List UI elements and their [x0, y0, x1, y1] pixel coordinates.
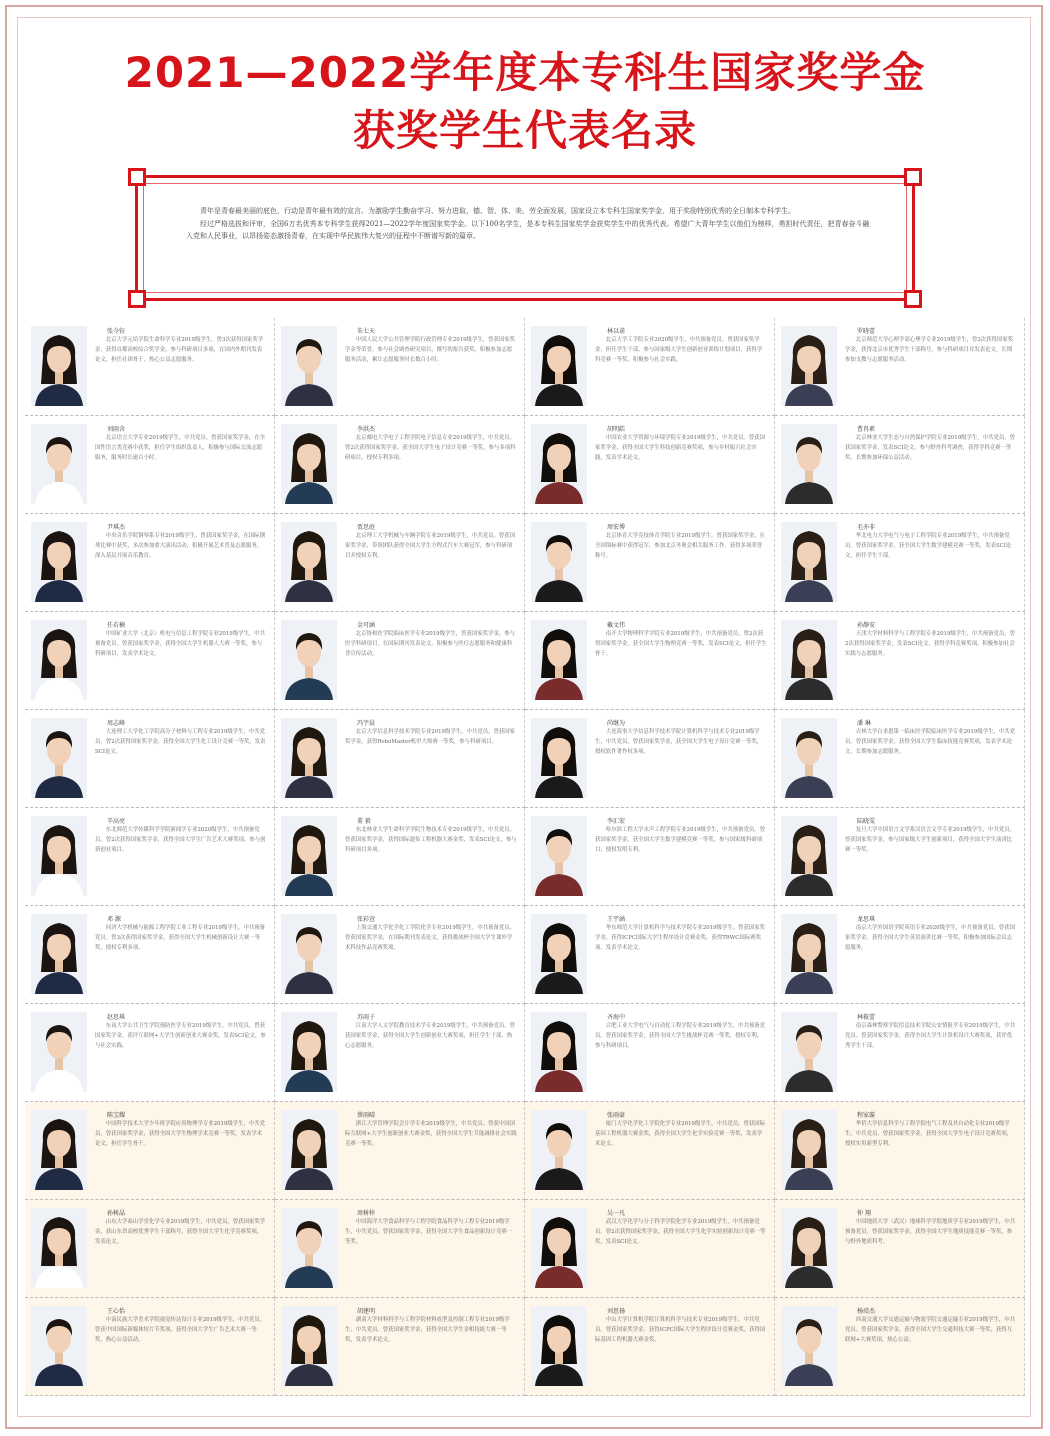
student-photo [531, 1012, 587, 1092]
student-bio: 北京理工大学机械与车辆学院专业2019级学生，中共党员。曾获国家奖学金，带领团队获得全国大学生方程式汽车大赛冠军，参与科研项目并授权专利。 [345, 533, 516, 559]
student-card [275, 808, 525, 906]
student-card [275, 318, 525, 416]
student-photo [281, 326, 337, 406]
intro-paragraph-1: 青年是青春最美丽的底色，行动是青年最有效的宣言。为激励学生勤奋学习、努力进取，德、智、体、美、劳全面发展，国家设立本专科生国家奖学金，用于奖励特别优秀的全日制本专科学生。 [200, 207, 795, 215]
student-card [25, 710, 275, 808]
student-photo [31, 1110, 87, 1190]
student-name: 杨靖杰 [857, 1308, 876, 1315]
student-photo [31, 1012, 87, 1092]
student-photo [31, 1208, 87, 1288]
student-bio: 吉林大学白求恩第一临床医学院临床医学专业2019级学生，中共党员。曾获国家奖学金，获得全国大学生临床技能竞赛奖项，发表学术论文，长期参加志愿服务。 [845, 729, 1016, 755]
student-photo [281, 522, 337, 602]
student-bio: 北京大学工学院专业2020级学生，中共预备党员。曾获国家奖学金，担任学生干部，参与国家级大学生创新创业训练计划项目，获得学科竞赛一等奖，积极参与社会实践。 [595, 337, 763, 363]
student-bio: 中南民族大学美术学院视觉传达设计专业2019级学生，中共党员。曾获中国国际新媒体短片节奖项，获得全国大学生广告艺术大赛一等奖，热心公益活动。 [95, 1317, 266, 1343]
student-photo [781, 718, 837, 798]
student-photo [531, 1306, 587, 1386]
student-card [25, 612, 275, 710]
student-bio: 南开大学物理科学学院专业2019级学生，中共预备党员。曾2次获得国家奖学金，获全国大学生物理竞赛一等奖，发表SCI论文，担任学生骨干。 [595, 631, 767, 657]
student-bio: 大连海事大学信息科学技术学院计算机科学与技术专业2019级学生，中共党员。曾获国家奖学金，获全国大学生电子设计竞赛一等奖，授权软件著作权多项。 [595, 729, 763, 755]
student-photo [281, 424, 337, 504]
student-name: 吴一凡 [607, 1210, 626, 1217]
student-name: 周志峰 [107, 720, 126, 727]
student-photo [31, 718, 87, 798]
student-card [25, 1200, 275, 1298]
page-title-line2: 获奖学生代表名录 [352, 106, 697, 155]
student-bio: 江南大学人文学院教育技术学专业2019级学生，中共预备党员。曾获国家奖学金，获得全国大学生创新创业大赛奖项，担任学生干部，热心志愿服务。 [345, 1023, 516, 1049]
student-bio: 南京森林警察学院信息技术学院公安情报学专业2019级学生，中共党员。曾获国家奖学金，获得全国大学生计算机设计大赛奖项，获评优秀学生干部。 [845, 1023, 1016, 1049]
student-name: 蔡雨晴 [357, 1112, 376, 1119]
student-bio: 北京大学元培学院生命科学专业2019级学生。曾3次获得国家奖学金，获得首都高校综合奖学金，参与科研项目多项，在国内外期刊发表论文，担任社团骨干，热心公益志愿服务。 [95, 337, 264, 363]
student-bio: 中国矿业大学（北京）机电与信息工程学院专业2019级学生，中共预备党员。曾获国家奖学金，获得全国大学生机器人大赛一等奖，参与科研项目，发表学术论文。 [95, 631, 266, 657]
student-photo [531, 522, 587, 602]
student-bio: 北京师范大学心理学部心理学专业2019级学生，曾2次获得国家奖学金，获得北京市优秀学生干部称号，参与科研项目并发表论文，长期参加支教与志愿服务活动。 [845, 337, 1014, 363]
student-bio: 合肥工业大学电气与自动化工程学院专业2019级学生，中共预备党员。曾获国家奖学金，获得全国大学生挑战杯竞赛一等奖，授权专利，参与科研项目。 [595, 1023, 766, 1049]
student-card [275, 1200, 525, 1298]
student-bio: 北京语言大学专业2019级学生，中共党员。曾获国家奖学金，在全国性语言类竞赛中获奖，担任学生组织负责人，积极参与国际交流志愿服务，服务时长逾百小时。 [95, 435, 266, 461]
student-photo [31, 620, 87, 700]
intro-text [186, 205, 876, 243]
student-name: 任若楠 [107, 622, 126, 629]
student-name: 张今钰 [107, 328, 126, 335]
student-name: 孙树晶 [107, 1210, 126, 1217]
student-bio: 华侨大学信息科学与工程学院电气工程及其自动化专业2019级学生，中共党员。曾获国家奖学金，获得全国大学生电子设计竞赛奖项，授权实用新型专利。 [845, 1121, 1013, 1147]
student-photo [281, 1306, 337, 1386]
student-bio: 南京大学外国语学院英语专业2020级学生，中共预备党员。曾获国家奖学金，获得全国大学生英语演讲比赛一等奖，积极参加国际会议志愿服务。 [845, 925, 1016, 951]
student-photo [281, 914, 337, 994]
student-card [275, 1298, 525, 1396]
student-name: 胡明皓 [607, 426, 626, 433]
student-photo [281, 1208, 337, 1288]
student-name: 罗晓蕾 [857, 328, 876, 335]
page-title-line1: 2021—2022学年度本专科生国家奖学金 [124, 48, 926, 97]
student-bio: 北京邮电大学电子工程学院电子信息专业2019级学生，中共党员。曾2次获得国家奖学金，获全国大学生电子设计竞赛一等奖，参与多项科研项目，授权专利多项。 [345, 435, 516, 461]
student-name: 董 毅 [357, 818, 371, 825]
student-name: 赵思琪 [107, 1014, 126, 1021]
student-card [25, 1102, 275, 1200]
student-bio: 中国农业大学资源与环境学院专业2019级学生，中共党员。曾获国家奖学金，获得全国大学生科技创新竞赛奖项，参与乡村振兴社会实践，发表学术论文。 [595, 435, 766, 461]
student-name: 仲 翔 [857, 1210, 871, 1217]
student-photo [531, 1208, 587, 1288]
intro-paragraph-2: 经过严格选拔和评审，全国6万名优秀本专科学生获得2021—2022学年度国家奖学金。以下100名学生，是本专科生国家奖学金获奖学生中的优秀代表。希望广大青年学生以他们为榜样，勇担时代责任，把青春奋斗融入党和人民事业，以昂扬姿态激扬青春，在实现中华民族伟大复兴的征程中不断谱写新的篇章。 [186, 219, 870, 240]
student-name: 陆晓雯 [857, 818, 876, 825]
student-name: 辛高亮 [107, 818, 126, 825]
student-photo [281, 620, 337, 700]
student-bio: 中山大学计算机学院计算机科学与技术专业2019级学生，中共党员。曾获国家奖学金，获得ICPC国际大学生程序设计竞赛金奖，获得国际基因工程机器大赛金奖。 [595, 1317, 766, 1343]
student-bio: 中国科学技术大学少年班学院应用物理学专业2019级学生，中共党员。曾获国家奖学金，获得全国大学生物理学术竞赛一等奖，发表学术论文，担任学生骨干。 [95, 1121, 266, 1147]
student-photo [781, 1208, 837, 1288]
student-name: 李洪杰 [357, 426, 376, 433]
student-name: 孙静安 [857, 622, 876, 629]
student-name: 林筱蕾 [857, 1014, 876, 1021]
student-bio: 西南交通大学交通运输与物流学院交通运输专业2019级学生，中共党员。曾获国家奖学金，获得全国大学生交通科技大赛一等奖，获得互联网+大赛奖项，热心公益。 [845, 1317, 1016, 1343]
student-name: 曹冉素 [857, 426, 876, 433]
student-bio: 北京大学信息科学技术学院专业2019级学生，中共党员。曾获国家奖学金，获得RoboMaster机甲大师赛一等奖，参与科研项目。 [345, 729, 516, 745]
student-card [525, 808, 775, 906]
student-photo [31, 326, 87, 406]
student-photo [531, 620, 587, 700]
student-bio: 中国地质大学（武汉）地球科学学院地质学专业2019级学生，中共预备党员。曾获国家奖学金，获得全国大学生地质技能竞赛一等奖，参与野外地质科考。 [845, 1219, 1016, 1245]
student-card [525, 1298, 775, 1396]
student-card [525, 612, 775, 710]
student-bio: 厦门大学化学化工学院化学专业2019级学生，中共党员。曾获国际基因工程机器大赛金奖，获得全国大学生化学实验竞赛一等奖，发表学术论文。 [595, 1121, 766, 1147]
student-card [525, 318, 775, 416]
student-bio: 浙江大学管理学院会计学专业2019级学生，中共党员。曾获中国国际互联网+大学生创新创业大赛金奖，获得全国大学生节能减排社会实践竞赛一等奖。 [345, 1121, 517, 1147]
student-bio: 东北林业大学生命科学学院生物技术专业2019级学生，中共党员。曾获国家奖学金，获得国际遗传工程机器大赛金奖，发表SCI论文，参与科研项目多项。 [345, 827, 517, 853]
student-card [275, 1102, 525, 1200]
student-name: 周树梓 [357, 1210, 376, 1217]
student-name: 朱七天 [357, 328, 376, 335]
student-photo [781, 424, 837, 504]
student-bio: 上海交通大学化学化工学院化学专业2019级学生，中共预备党员。曾获国家奖学金，在国际期刊发表论文，获得挑战杯全国大学生课外学术科技作品竞赛奖项。 [345, 925, 516, 951]
student-photo [781, 816, 837, 896]
student-name: 陈宝耀 [107, 1112, 126, 1119]
student-photo [531, 1110, 587, 1190]
student-bio: 北京林业大学生态与自然保护学院专业2019级学生，中共党员。曾获国家奖学金，发表SCI论文，参与野外科考调查，获得学科竞赛一等奖，长期参加环保公益活动。 [845, 435, 1016, 461]
student-card [775, 416, 1025, 514]
student-card [775, 808, 1025, 906]
student-name: 王心怡 [107, 1308, 126, 1315]
student-bio: 中央音乐学院钢琴系专业2019级学生。曾获国家奖学金，在国际钢琴比赛中获奖，多次参加重大演出活动，积极开展艺术普及志愿服务，深入基层开展音乐教育。 [95, 533, 266, 559]
student-name: 毛亦非 [857, 524, 876, 531]
intro-box [135, 175, 915, 301]
student-card [275, 710, 525, 808]
student-name: 李汇宏 [607, 818, 626, 825]
student-bio: 湖南大学材料科学与工程学院材料成型及控制工程专业2019级学生，中共党员。曾获国家奖学金，获得全国大学生金相技能大赛一等奖，发表学术论文。 [345, 1317, 510, 1343]
student-name: 邓 源 [107, 916, 121, 923]
student-bio: 山东大学泰山学堂化学专业2019级学生，中共党员。曾获国家奖学金，获山东省高校优秀学生干部称号，获得全国大学生化学竞赛奖项，发表论文。 [95, 1219, 266, 1245]
student-card [275, 612, 525, 710]
student-card [275, 1004, 525, 1102]
student-card [25, 906, 275, 1004]
student-photo [281, 718, 337, 798]
student-photo [531, 424, 587, 504]
student-name: 刘思扬 [607, 1308, 626, 1315]
student-card [525, 710, 775, 808]
student-photo [781, 914, 837, 994]
student-photo [531, 816, 587, 896]
student-name: 龙思琪 [857, 916, 876, 923]
student-bio: 华北电力大学电气与电子工程学院专业2019级学生，中共预备党员。曾获国家奖学金，获全国大学生数学建模竞赛一等奖，发表SCI论文，担任学生干部。 [845, 533, 1012, 559]
student-card [775, 612, 1025, 710]
student-name: 尹琪杰 [107, 524, 126, 531]
student-photo [781, 1110, 837, 1190]
student-bio: 中国海洋大学食品科学与工程学院食品科学与工程专业2019级学生，中共党员。曾获国家奖学金，获得全国大学生食品创新设计竞赛一等奖。 [345, 1219, 513, 1245]
student-bio: 北京协和医学院临床医学专业2019级学生，曾获国家奖学金，参与医学科研项目，在国际期刊发表论文，积极参与医疗志愿服务和健康科普宣传活动。 [345, 631, 516, 657]
student-bio: 东北师范大学传媒科学学院新闻学专业2020级学生，中共预备党员。曾2次获得国家奖学金，获得全国大学生广告艺术大赛奖项，参与创新创业项目。 [95, 827, 266, 853]
student-name: 金可涵 [357, 622, 376, 629]
student-name: 林以诺 [607, 328, 626, 335]
student-name: 齐海中 [607, 1014, 626, 1021]
student-photo [281, 1012, 337, 1092]
student-card [275, 416, 525, 514]
student-photo [31, 424, 87, 504]
student-photo [281, 1110, 337, 1190]
student-bio: 中国人民大学公共管理学院行政管理专业2019级学生，曾获国家奖学金等荣誉，参与社会调查研究项目，撰写的报告获奖，积极参加志愿服务活动，累计志愿服务时长数百小时。 [345, 337, 516, 363]
student-card [525, 1102, 775, 1200]
student-photo [781, 522, 837, 602]
student-name: 程家璇 [857, 1112, 876, 1119]
student-name: 刘雨含 [107, 426, 126, 433]
student-card [775, 1200, 1025, 1298]
student-card [25, 808, 275, 906]
student-bio: 武汉大学化学与分子科学学院化学专业2019级学生，中共预备党员。曾2次获得国家奖学金，获得全国大学生化学实验创新设计竞赛一等奖，发表SCI论文。 [595, 1219, 766, 1245]
student-card [525, 416, 775, 514]
student-card [25, 514, 275, 612]
student-photo [31, 1306, 87, 1386]
student-name: 张雨豪 [607, 1112, 626, 1119]
student-card [525, 906, 775, 1004]
student-photo [531, 718, 587, 798]
student-card [25, 1298, 275, 1396]
student-name: 王宇涵 [607, 916, 626, 923]
student-bio: 天津大学材料科学与工程学院专业2019级学生，中共预备党员。曾2次获得国家奖学金，发表SCI论文，获得学科竞赛奖项，积极参加社会实践与志愿服务。 [845, 631, 1016, 657]
student-name: 贾思庭 [357, 524, 376, 531]
student-bio: 哈尔滨工程大学水声工程学院专业2019级学生，中共预备党员。曾获国家奖学金，获全国大学生数学建模竞赛一等奖，参与国家级科研项目，授权发明专利。 [595, 827, 766, 853]
student-name: 张彩萱 [357, 916, 376, 923]
student-card [25, 416, 275, 514]
student-card [275, 906, 525, 1004]
student-card [525, 1200, 775, 1298]
student-card [525, 514, 775, 612]
student-photo [281, 816, 337, 896]
student-name: 尚继为 [607, 720, 626, 727]
student-name: 苏雨子 [357, 1014, 376, 1021]
student-bio: 北京体育大学竞技体育学院专业2019级学生。曾获国家奖学金，在全国锦标赛中获得冠军，参加北京冬奥会相关服务工作，获得多项荣誉称号。 [595, 533, 766, 559]
student-photo [31, 522, 87, 602]
student-bio: 同济大学机械与能源工程学院工业工程专业2019级学生，中共预备党员。曾3次获得国家奖学金，获得全国大学生机械创新设计大赛一等奖，授权专利多项。 [95, 925, 266, 951]
student-photo [781, 620, 837, 700]
student-bio: 大连理工大学化工学院高分子材料与工程专业2019级学生，中共党员。曾2次获得国家奖学金，获得全国大学生化工设计竞赛一等奖，发表SCI论文。 [95, 729, 266, 755]
student-card [775, 906, 1025, 1004]
student-name: 潘 琳 [857, 720, 871, 727]
student-bio: 复旦大学中国语言文学系汉语言文学专业2019级学生，中共党员。曾获国家奖学金，参与国家级大学生创新项目，获得全国大学生演讲比赛一等奖。 [845, 827, 1016, 853]
student-photo [781, 1306, 837, 1386]
student-bio: 华东师范大学计算机科学与技术学院专业2019级学生。曾获国家奖学金，获得ICPC国际大学生程序设计竞赛金奖，获得TRWC国际赛奖项，发表学术论文。 [595, 925, 766, 951]
student-card [525, 1004, 775, 1102]
student-name: 戴文伟 [607, 622, 626, 629]
student-card [775, 318, 1025, 416]
student-name: 冯宇晨 [357, 720, 376, 727]
student-card [25, 318, 275, 416]
student-photo [781, 326, 837, 406]
student-photo [531, 326, 587, 406]
student-card [25, 1004, 275, 1102]
student-card [775, 514, 1025, 612]
student-bio: 东南大学公共卫生学院预防医学专业2019级学生，中共党员。曾获国家奖学金，获评互联网+大学生创新创业大赛金奖，发表SCI论文，参与社会实践。 [95, 1023, 266, 1049]
student-photo [531, 914, 587, 994]
student-card [775, 1004, 1025, 1102]
student-name: 胡建明 [357, 1308, 376, 1315]
student-photo [31, 816, 87, 896]
student-card [775, 1298, 1025, 1396]
student-photo [31, 914, 87, 994]
student-grid [25, 318, 1025, 1396]
student-card [775, 1102, 1025, 1200]
student-name: 周宏博 [607, 524, 626, 531]
student-photo [781, 1012, 837, 1092]
student-card [275, 514, 525, 612]
student-card [775, 710, 1025, 808]
